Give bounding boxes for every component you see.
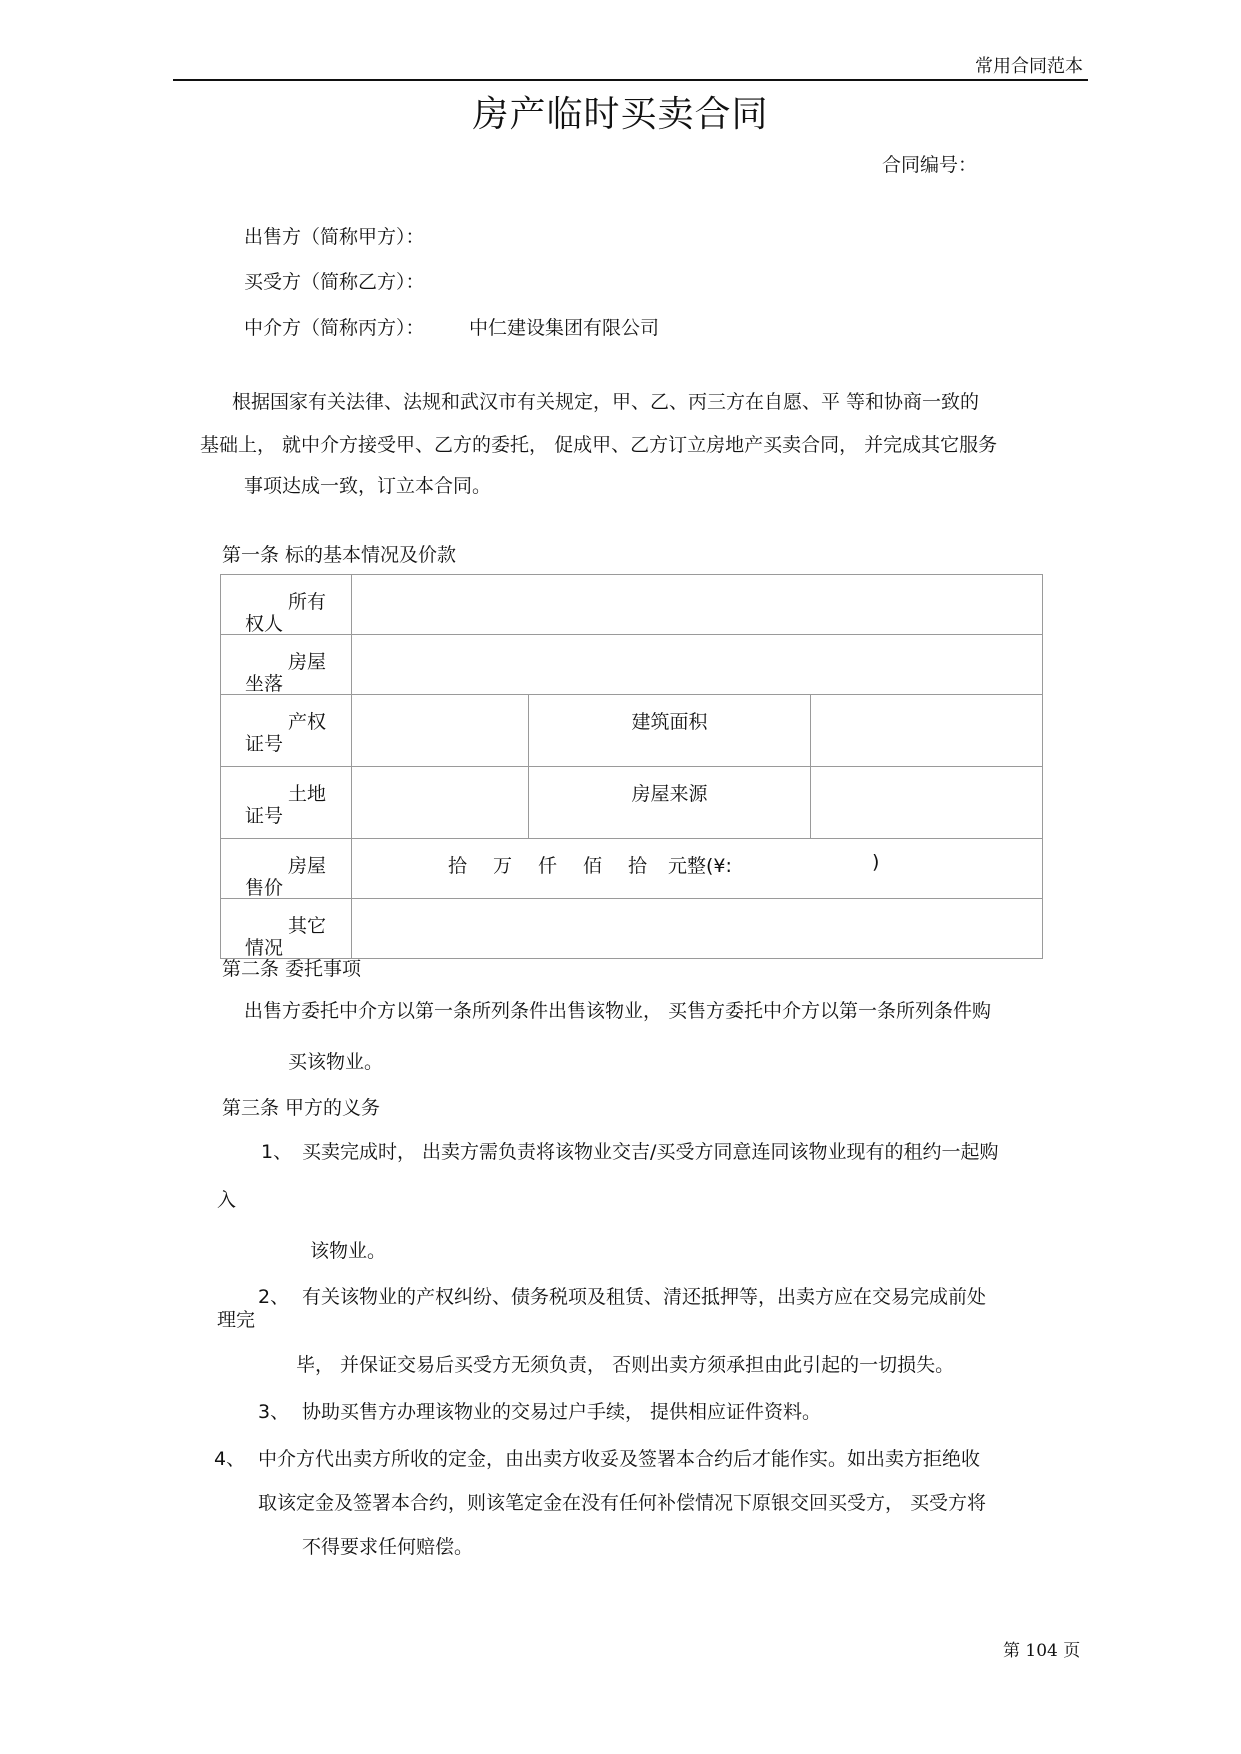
source-label: 房屋来源 xyxy=(529,767,811,839)
header-label: 常用合同范本 xyxy=(975,56,1083,77)
buyer-label: 买受方（简称乙方）： xyxy=(244,271,425,293)
contract-number-label: 合同编号： xyxy=(882,154,978,176)
article-1-title: 第一条 标的基本情况及价款 xyxy=(222,544,457,566)
item-2-line-3: 毕， 并保证交易后买受方无须负责， 否则出卖方须承担由此引起的一切损失。 xyxy=(296,1354,955,1376)
table-row xyxy=(221,575,1043,635)
article-2-line-1: 出售方委托中介方以第一条所列条件出售该物业， 买售方委托中介方以第一条所列条件购 xyxy=(244,1000,992,1022)
item-4-line-3: 不得要求任何赔偿。 xyxy=(302,1536,474,1558)
item-2-line-1: 有关该物业的产权纠纷、债务税项及租赁、清还抵押等，出卖方应在交易完成前处 xyxy=(302,1286,987,1308)
intro-line-1: 根据国家有关法律、法规和武汉市有关规定，甲、乙、丙三方在自愿、平 等和协商一致的 xyxy=(232,391,980,413)
table-row xyxy=(221,695,1043,767)
area-label: 建筑面积 xyxy=(529,695,811,767)
price-value-cell xyxy=(352,839,1043,899)
item-4-line-2: 取该定金及签署本合约，则该笔定金在没有任何补偿情况下原银交回买受方， 买受方将 xyxy=(258,1492,987,1514)
land-value-cell xyxy=(352,767,529,839)
item-1-number: 1、 xyxy=(261,1141,293,1163)
other-value-cell xyxy=(352,899,1043,959)
other-label: 其它 情况 xyxy=(221,899,352,959)
seller-label: 出售方（简称甲方）： xyxy=(244,226,425,248)
item-1-line-2: 入 xyxy=(217,1189,237,1211)
land-label: 土地 证号 xyxy=(221,767,352,839)
table-row xyxy=(221,899,1043,959)
owner-value-cell xyxy=(352,575,1043,635)
cert-value-cell xyxy=(352,695,529,767)
document-title: 房产临时买卖合同 xyxy=(472,94,769,135)
area-value-cell xyxy=(811,695,1043,767)
article-2-title: 第二条 委托事项 xyxy=(222,958,362,980)
price-unit-yuan: 元整(¥: xyxy=(668,855,732,877)
location-value-cell xyxy=(352,635,1043,695)
intro-line-2: 基础上， 就中介方接受甲、乙方的委托， 促成甲、乙方订立房地产买卖合同， 并完成其它服务 xyxy=(200,434,998,456)
item-3-line-1: 协助买售方办理该物业的交易过户手续， 提供相应证件资料。 xyxy=(302,1401,822,1423)
item-2-line-2: 理完 xyxy=(217,1309,256,1331)
table-row xyxy=(221,635,1043,695)
location-label: 房屋 坐落 xyxy=(221,635,352,695)
item-1-line-3: 该物业。 xyxy=(310,1240,387,1262)
page-number: 第 104 页 xyxy=(1003,1641,1081,1661)
table-row xyxy=(221,839,1043,899)
agent-label: 中介方（简称丙方）： xyxy=(244,317,425,339)
price-unit-qian: 仟 xyxy=(538,855,558,877)
price-close-paren: ) xyxy=(872,851,880,873)
item-1-line-1: 买卖完成时， 出卖方需负责将该物业交吉/买受方同意连同该物业现有的租约一起购 xyxy=(302,1141,999,1163)
price-label: 房屋 售价 xyxy=(221,839,352,899)
item-2-number: 2、 xyxy=(258,1286,290,1308)
agent-name: 中仁建设集团有限公司 xyxy=(469,317,660,339)
price-unit-wan: 万 xyxy=(493,855,513,877)
article-3-title: 第三条 甲方的义务 xyxy=(222,1097,381,1119)
cert-label: 产权 证号 xyxy=(221,695,352,767)
item-4-number: 4、 xyxy=(214,1448,246,1470)
owner-label: 所有 权人 xyxy=(221,575,352,635)
price-unit-bai: 佰 xyxy=(583,855,603,877)
item-4-line-1: 中介方代出卖方所收的定金，由出卖方收妥及签署本合约后才能作实。如出卖方拒绝收 xyxy=(258,1448,981,1470)
property-info-table xyxy=(220,574,1043,959)
price-unit-shi: 拾 xyxy=(628,855,648,877)
source-value-cell xyxy=(811,767,1043,839)
price-unit-shi-wan: 拾 xyxy=(448,855,468,877)
table-row xyxy=(221,767,1043,839)
header-divider xyxy=(173,79,1088,81)
item-3-number: 3、 xyxy=(258,1401,290,1423)
article-2-line-2: 买该物业。 xyxy=(288,1051,384,1073)
intro-line-3: 事项达成一致，订立本合同。 xyxy=(244,475,492,497)
